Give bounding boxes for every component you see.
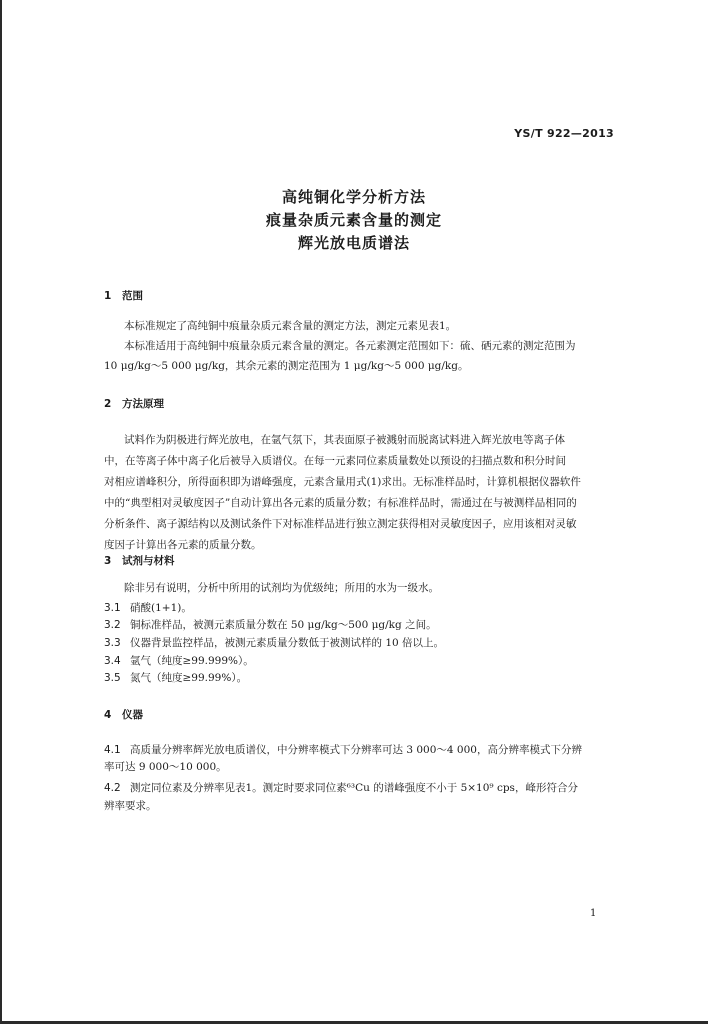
section-title: 方法原理 xyxy=(122,398,164,410)
section-title: 范围 xyxy=(122,290,143,302)
section-3-intro: 除非另有说明，分析中所用的试剂均为优级纯；所用的水为一级水。 xyxy=(124,582,439,594)
section-4-heading xyxy=(104,707,143,722)
item-text: 测定同位素及分辨率见表1。测定时要求同位素⁶³Cu 的谱峰强度不小于 5×10⁹ cps，峰形符合分 xyxy=(130,782,578,794)
list-item xyxy=(104,653,254,668)
title-line-3: 辉光放电质谱法 xyxy=(297,234,410,252)
item-text: 高质量分辨率辉光放电质谱仪，中分辨率模式下分辨率可达 3 000～4 000，高分辨率模式下分辨 xyxy=(130,744,582,756)
item-number: 3.4 xyxy=(104,655,121,667)
page-number: 1 xyxy=(590,908,597,919)
list-item xyxy=(104,635,444,650)
item-number: 4.2 xyxy=(104,782,121,794)
section-number: 4 xyxy=(104,709,112,721)
item-text: 硝酸(1+1)。 xyxy=(130,602,192,614)
section-title: 试剂与材料 xyxy=(122,555,175,567)
section-2-line-3: 对相应谱峰积分，所得面积即为谱峰强度，元素含量用式(1)求出。无标准样品时，计算机根据仪器软件 xyxy=(104,476,581,488)
item-4-1-continuation: 率可达 9 000～10 000。 xyxy=(104,761,227,773)
section-2-line-1: 试料作为阴极进行辉光放电，在氩气氛下，其表面原子被溅射而脱离试料进入辉光放电等离子体 xyxy=(124,434,565,446)
list-item xyxy=(104,780,578,795)
list-item xyxy=(104,600,192,615)
title-line-2: 痕量杂质元素含量的测定 xyxy=(265,211,442,229)
section-number: 2 xyxy=(104,398,112,410)
section-2-line-5: 分析条件、离子源结构以及测试条件下对标准样品进行独立测定获得相对灵敏度因子，应用该相对灵敏 xyxy=(104,518,577,530)
item-text: 氮气（纯度≥99.99%）。 xyxy=(130,672,248,684)
standard-number: YS/T 922—2013 xyxy=(514,127,614,140)
section-number: 3 xyxy=(104,555,112,567)
section-3-heading xyxy=(104,553,175,568)
item-text: 仪器背景监控样品，被测元素质量分数低于被测试样的 10 倍以上。 xyxy=(130,637,445,649)
section-2-heading xyxy=(104,396,164,411)
scan-edge-left xyxy=(0,0,2,1024)
section-2-line-6: 度因子计算出各元素的质量分数。 xyxy=(104,539,262,551)
section-number: 1 xyxy=(104,290,112,302)
item-4-2-continuation: 辨率要求。 xyxy=(104,800,157,812)
section-1-paragraph-2-line-2: 10 μg/kg～5 000 μg/kg，其余元素的测定范围为 1 μg/kg～5 000 μg/kg。 xyxy=(104,360,469,372)
item-text: 氩气（纯度≥99.999%）。 xyxy=(130,655,254,667)
item-number: 3.2 xyxy=(104,619,121,631)
list-item xyxy=(104,670,247,685)
list-item xyxy=(104,617,437,632)
item-number: 3.3 xyxy=(104,637,121,649)
section-title: 仪器 xyxy=(122,709,143,721)
section-1-paragraph-1: 本标准规定了高纯铜中痕量杂质元素含量的测定方法，测定元素见表1。 xyxy=(124,320,457,332)
section-2-line-2: 中，在等离子体中离子化后被导入质谱仪。在每一元素同位素质量数处以预设的扫描点数和积分时间 xyxy=(104,455,566,467)
list-item xyxy=(104,742,582,757)
section-1-heading xyxy=(104,288,143,303)
section-1-paragraph-2-line-1: 本标准适用于高纯铜中痕量杂质元素含量的测定。各元素测定范围如下：硫、硒元素的测定范围为 xyxy=(124,340,576,352)
item-text: 铜标准样品，被测元素质量分数在 50 μg/kg～500 μg/kg 之间。 xyxy=(130,619,437,631)
section-2-line-4: 中的“典型相对灵敏度因子”自动计算出各元素的质量分数；有标准样品时，需通过在与被测样品相同的 xyxy=(104,497,577,509)
title-line-1: 高纯铜化学分析方法 xyxy=(281,188,426,206)
item-number: 4.1 xyxy=(104,744,121,756)
item-number: 3.5 xyxy=(104,672,121,684)
item-number: 3.1 xyxy=(104,602,121,614)
